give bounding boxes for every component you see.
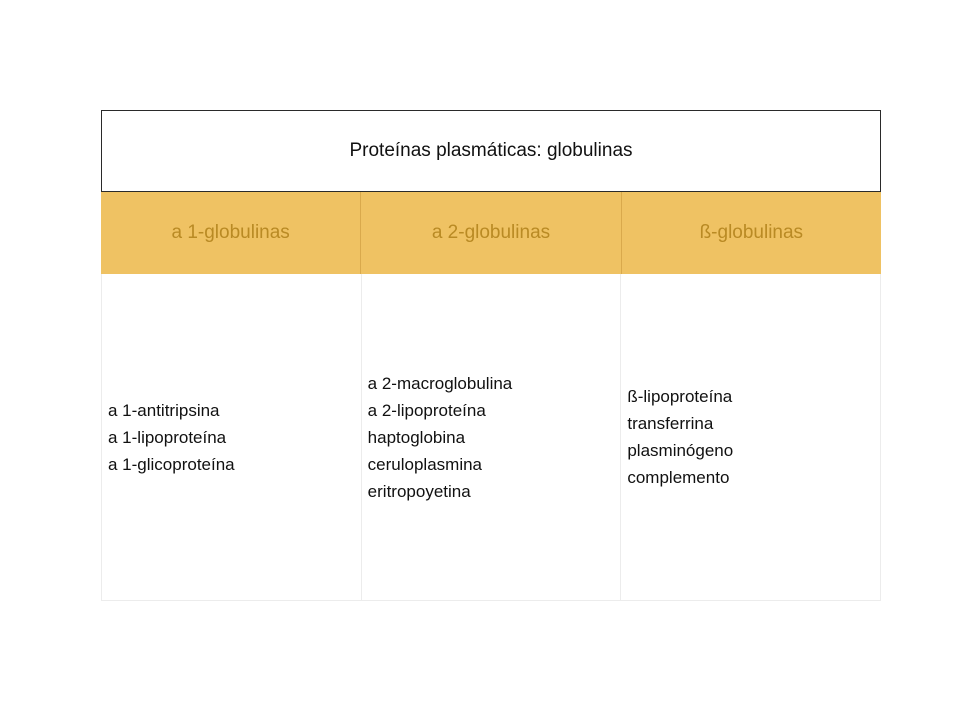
cell-alpha2-proteins (361, 274, 621, 600)
list-item: eritropoyetina (367, 481, 471, 501)
list-item: a 1-glicoproteína (108, 454, 235, 474)
alpha2-protein-list (368, 370, 513, 505)
table-header-row (101, 192, 881, 274)
table-body-row (101, 274, 881, 601)
globulins-table (101, 110, 881, 601)
list-item: haptoglobina (367, 427, 466, 447)
table-title: Proteínas plasmáticas: globulinas (101, 110, 881, 192)
list-item: ß-lipoproteína (627, 387, 733, 406)
list-item: transferrina (627, 414, 714, 433)
header-beta: ß-globulinas (621, 192, 881, 274)
cell-alpha1-proteins (102, 274, 361, 600)
header-alpha2: a 2-globulinas (360, 192, 620, 274)
list-item: a 1-antitripsina (108, 400, 220, 420)
header-alpha1: a 1-globulinas (171, 222, 290, 243)
cell-beta-proteins (620, 274, 880, 600)
list-item: a 2-macroglobulina (367, 373, 513, 393)
beta-protein-list (627, 383, 733, 491)
list-item: a 2-lipoproteína (367, 400, 486, 420)
list-item: a 1-lipoproteína (108, 427, 227, 447)
list-item: plasminógeno (627, 441, 734, 460)
list-item: ceruloplasmina (367, 454, 483, 474)
list-item: complemento (627, 468, 730, 487)
alpha1-protein-list (108, 397, 235, 478)
